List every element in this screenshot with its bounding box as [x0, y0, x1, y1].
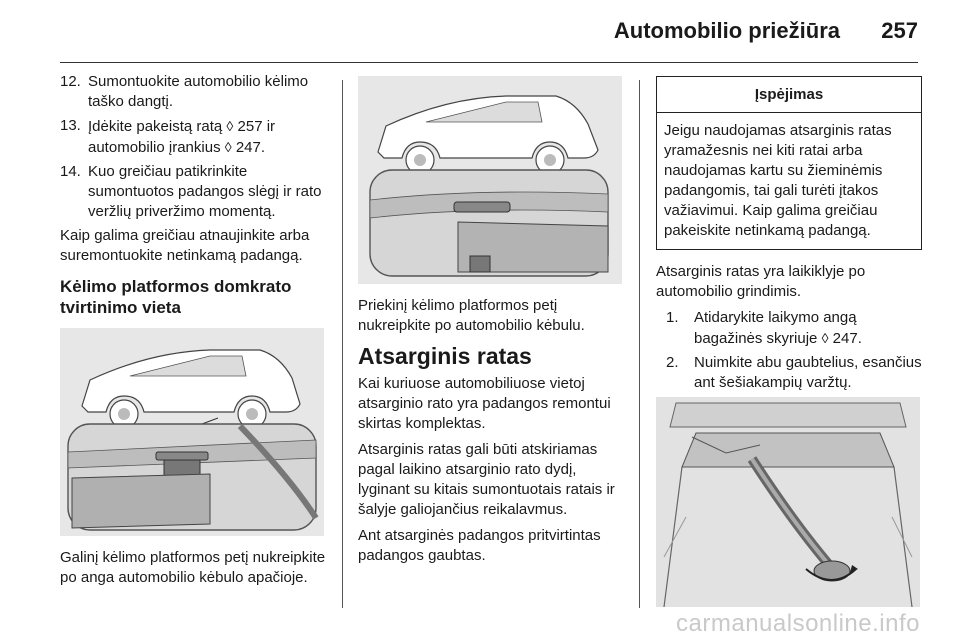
step-text: Nuimkite abu gaubtelius, esančius ant šešiakampių varžtų.	[694, 354, 922, 391]
figure-caption: Galinį kėlimo platformos petį nukreipkite po anga automobilio kėbulo apačioje.	[60, 549, 326, 586]
step-number: 12.	[60, 73, 81, 90]
step-text: Kuo greičiau patikrinkite sumontuotos padangos slėgį ir rato veržlių priveržimo momentą.	[88, 163, 322, 220]
column-3	[656, 72, 922, 607]
body-paragraph: Atsarginis ratas gali būti atskiriamas pagal laikino atsarginio rato dydį, lyginant su kitais sumontuotais ratais ir šalyje galiojančius reikalavmus.	[358, 441, 615, 518]
front-lift-point-illustration	[358, 76, 622, 284]
step-list	[60, 72, 328, 222]
car-lift-icon	[358, 76, 622, 284]
step-text: 247.	[231, 139, 266, 156]
list-item	[666, 308, 922, 349]
section-heading: Kėlimo platformos domkrato tvirtinimo vieta	[60, 277, 292, 317]
list-item	[666, 353, 922, 393]
step-text: 257 ir automobilio įrankius	[88, 118, 276, 156]
section-heading: Atsarginis ratas	[358, 343, 532, 369]
page-number: 257	[881, 18, 918, 43]
cross-reference-icon[interactable]: ◊	[224, 139, 232, 155]
rear-lift-point-illustration	[60, 328, 324, 536]
warning-title: Įspėjimas	[657, 77, 921, 113]
column-2	[358, 72, 624, 572]
step-number: 14.	[60, 163, 81, 180]
step-text: Atidarykite laikymo angą bagažinės skyriuje	[694, 309, 857, 347]
list-item	[60, 116, 328, 158]
step-number: 13.	[60, 117, 81, 134]
step-text: Įdėkite pakeistą ratą	[88, 118, 227, 135]
body-paragraph: Kaip galima greičiau atnaujinkite arba suremontuokite netinkamą padangą.	[60, 227, 310, 264]
step-list	[666, 308, 922, 393]
page-header	[60, 14, 918, 63]
column-divider-1	[342, 80, 343, 608]
cross-reference-icon[interactable]: ◊	[821, 330, 829, 346]
cross-reference-icon[interactable]: ◊	[226, 118, 234, 134]
watermark: carmanualsonline.info	[676, 610, 920, 637]
warning-box	[656, 76, 922, 250]
spare-wheel-icon	[656, 397, 920, 607]
figure-caption: Priekinį kėlimo platformos petį nukreipkite po automobilio kėbulu.	[358, 297, 585, 334]
column-1	[60, 72, 328, 594]
step-text: 247.	[828, 330, 862, 347]
body-paragraph: Kai kuriuose automobiliuose vietoj atsarginio rato yra padangos remontui skirtas komplektas.	[358, 375, 611, 432]
list-item	[60, 72, 328, 112]
step-text: Sumontuokite automobilio kėlimo taško dangtį.	[88, 73, 309, 110]
column-divider-2	[639, 80, 640, 608]
spare-wheel-illustration	[656, 397, 920, 607]
step-number: 2.	[666, 354, 679, 371]
body-paragraph: Ant atsarginės padangos pritvirtintas padangos gaubtas.	[358, 527, 601, 564]
list-item	[60, 162, 328, 222]
chapter-title: Automobilio priežiūra	[613, 18, 840, 43]
body-paragraph: Atsarginis ratas yra laikiklyje po automobilio grindimis.	[656, 263, 866, 300]
car-lift-icon	[60, 328, 324, 536]
warning-text: Jeigu naudojamas atsarginis ratas yramažesnis nei kiti ratai arba naudojamas kartu su žieminėmis padangomis, tai gali turėti įtakos važiavimui. Kaip galima greičiau pakeiskite netinkamą padangą.	[664, 122, 892, 239]
step-number: 1.	[666, 309, 679, 326]
